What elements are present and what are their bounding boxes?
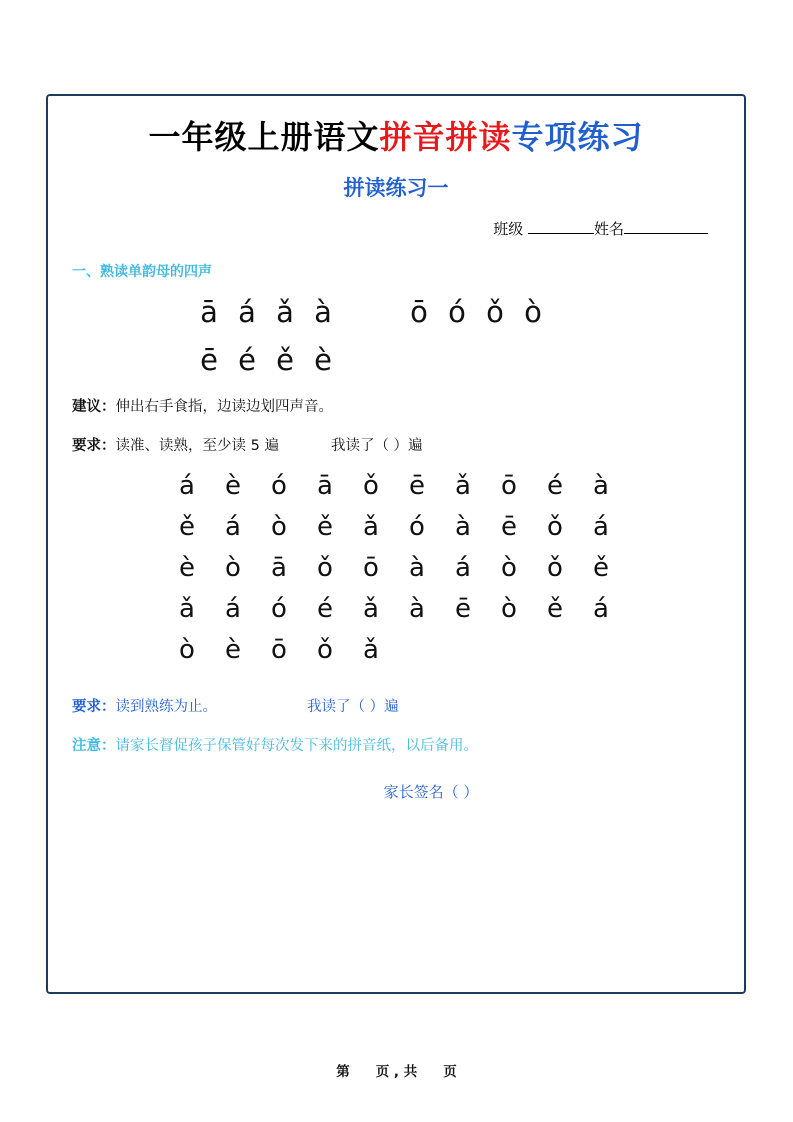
page-subtitle: 拼读练习一 [343, 176, 449, 200]
requirement-text: 读到熟练为止。 [115, 699, 217, 715]
student-info-line [72, 218, 720, 239]
pinyin-cell: è [314, 343, 332, 377]
class-blank[interactable] [528, 218, 594, 234]
pinyin-cell: ǒ [317, 553, 333, 583]
pinyin-cell: é [238, 343, 256, 377]
suggestion-label: 建议： [72, 399, 116, 415]
pinyin-cell: ē [455, 594, 471, 624]
pinyin-cell: ē [409, 471, 425, 501]
attention-text: 请家长督促孩子保管好每次发下来的拼音纸，以后备用。 [115, 738, 478, 754]
pinyin-cell: è [179, 553, 195, 583]
pinyin-cell: ó [448, 295, 466, 329]
pinyin-cell: ǒ [486, 295, 504, 329]
pinyin-cell: á [179, 471, 195, 501]
pinyin-cell: ò [271, 512, 287, 542]
attention-row [72, 734, 720, 755]
table-row [164, 553, 720, 583]
requirement-row-2 [72, 695, 720, 716]
title-part-blue: 专项练习 [511, 118, 644, 156]
pinyin-cell: ě [179, 512, 195, 542]
name-blank[interactable] [624, 218, 708, 234]
pinyin-cell: à [409, 594, 425, 624]
pinyin-cell: á [225, 512, 241, 542]
pinyin-cell: ó [409, 512, 425, 542]
pinyin-cell: ō [410, 295, 428, 329]
requirement-row-1 [72, 434, 720, 455]
pinyin-cell: é [317, 594, 333, 624]
attention-label: 注意： [72, 738, 116, 754]
page-title [72, 112, 720, 158]
pinyin-cell: á [593, 594, 609, 624]
pinyin-cell: ē [200, 343, 218, 377]
pinyin-cell: ò [225, 553, 241, 583]
pinyin-cell: é [547, 471, 563, 501]
pinyin-cell: à [409, 553, 425, 583]
pinyin-cell: ē [501, 512, 517, 542]
pinyin-cell: ě [317, 512, 333, 542]
pinyin-cell: á [455, 553, 471, 583]
pinyin-cell: ǎ [363, 594, 379, 624]
pinyin-cell: à [314, 295, 332, 329]
pinyin-cell: ó [271, 471, 287, 501]
pinyin-cell: á [593, 512, 609, 542]
pinyin-cell: ǒ [317, 635, 333, 665]
pinyin-cell: ò [501, 553, 517, 583]
pinyin-cell: ā [317, 471, 333, 501]
requirement-label: 要求： [72, 438, 116, 454]
pinyin-cell: ò [524, 295, 542, 329]
requirement-count[interactable]: 我读了（ ）遍 [307, 699, 399, 715]
table-row [164, 594, 720, 624]
requirement-label: 要求： [72, 699, 116, 715]
pinyin-cell: ā [271, 553, 287, 583]
pinyin-cell: ě [593, 553, 609, 583]
pinyin-cell: à [455, 512, 471, 542]
section-heading-1: 一、熟读单韵母的四声 [72, 264, 212, 280]
suggestion-row [72, 395, 720, 416]
pinyin-cell: ò [501, 594, 517, 624]
pinyin-cell: ǎ [363, 635, 379, 665]
pinyin-cell: ò [179, 635, 195, 665]
table-row [164, 635, 720, 665]
pinyin-cell: ě [547, 594, 563, 624]
table-row [164, 512, 720, 542]
pinyin-cell: è [225, 635, 241, 665]
footer-page-prefix: 第 [336, 1064, 350, 1080]
table-row [164, 471, 720, 501]
requirement-count[interactable]: 我读了（ ）遍 [330, 438, 423, 454]
pinyin-cell: ǎ [363, 512, 379, 542]
tone-row-e [72, 343, 720, 377]
tone-group-o [400, 295, 552, 329]
sheet-content [46, 94, 746, 994]
tone-group-e [190, 343, 342, 377]
parent-signature-line[interactable]: 家长签名（ ） [383, 783, 479, 801]
footer-page-mid: 页 , 共 [375, 1064, 418, 1080]
footer-page-suffix: 页 [443, 1064, 457, 1080]
pinyin-cell: ō [363, 553, 379, 583]
requirement-text: 读准、读熟，至少读 5 遍 [115, 438, 279, 454]
page-footer [0, 1060, 793, 1080]
pinyin-cell: ó [271, 594, 287, 624]
title-part-red: 拼音拼读 [379, 118, 512, 156]
pinyin-cell: è [225, 471, 241, 501]
pinyin-cell: ǒ [547, 553, 563, 583]
class-label: 班级 [493, 220, 524, 238]
pinyin-cell: ǎ [455, 471, 471, 501]
pinyin-cell: à [593, 471, 609, 501]
name-label: 姓名 [593, 220, 624, 238]
pinyin-cell: ě [276, 343, 294, 377]
tone-row-a-o [72, 295, 720, 329]
pinyin-cell: ǒ [363, 471, 379, 501]
pinyin-cell: ǎ [276, 295, 294, 329]
pinyin-cell: ǒ [547, 512, 563, 542]
pinyin-cell: ō [501, 471, 517, 501]
title-part-black: 一年级上册语文 [148, 118, 380, 156]
practice-grid [72, 471, 720, 665]
pinyin-cell: á [238, 295, 256, 329]
pinyin-cell: á [225, 594, 241, 624]
suggestion-text: 伸出右手食指，边读边划四声音。 [115, 399, 333, 415]
pinyin-cell: ā [200, 295, 218, 329]
pinyin-cell: ǎ [179, 594, 195, 624]
tone-group-a [190, 295, 342, 329]
pinyin-cell: ō [271, 635, 287, 665]
